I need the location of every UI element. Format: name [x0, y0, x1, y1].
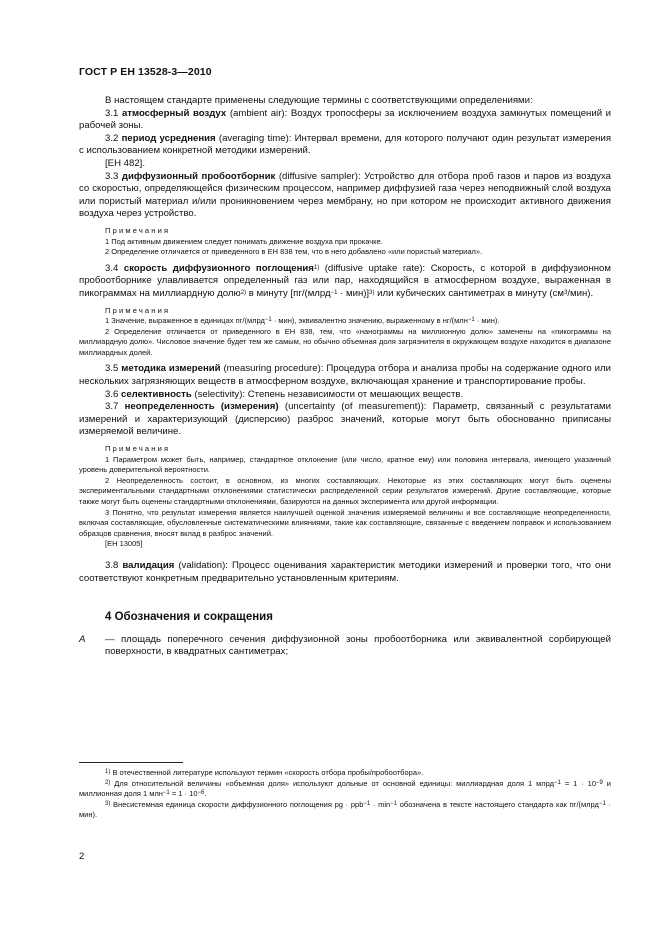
symbol-description: — площадь поперечного сечения диффузионной зоны пробоотборника или эквивалентной сорбирующей поверхности, в квадратных сантиметрах;: [105, 633, 611, 658]
term-3-7-ref: [ЕН 13005]: [105, 539, 143, 549]
term-3-6: 3.6 селективность (selectivity): Степень независимости от мешающих веществ.: [105, 388, 464, 400]
note-3-3-1: 1 Под активным движением следует понимать движение воздуха при прокачке.: [105, 236, 383, 246]
term-3-2: 3.2 период усреднения (averaging time): Интервал времени, для которого получают один результат измерения с использованием конкретной методики измерений.: [79, 132, 612, 157]
term-3-7: 3.7 неопределенность (измерения) (uncertainty (of measurement)): Параметр, связанный с результатами измерений и характеризующий (дисперсию) разброс значений, которые могут быть обоснованно приписаны измеряемой величине.: [79, 401, 612, 438]
note-3-4-2: 2 Определение отличается от приведенного в ЕН 838, тем, что «нанограммы на миллионную долю» заменены на «пикограммы на миллиардную долю». Числовое значение будет тем же самым, но обычно объемная доля загрязнителя в окружающем воздухе находится в диапазоне миллиардных долей.: [79, 326, 611, 357]
symbol-definition-A: [79, 634, 611, 659]
page-number: 2: [79, 851, 85, 862]
note-3-7-1: 1 Параметром может быть, например, стандартное отклонение (или число, кратное ему) или половина интервала, имеющего указанный уровень доверительной вероятности.: [79, 454, 611, 475]
notes-heading: Примечания: [105, 305, 171, 315]
notes-heading: Примечания: [105, 225, 171, 235]
symbol: A: [79, 633, 86, 645]
term-3-1: 3.1 атмосферный воздух (ambient air): Воздух тропосферы за исключением воздуха замкнутых помещений и рабочей зоны.: [79, 107, 611, 132]
section-4-title: 4 Обозначения и сокращения: [105, 611, 273, 624]
term-3-2-ref: [ЕН 482].: [105, 157, 145, 169]
term-3-3: 3.3 диффузионный пробоотборник (diffusive sampler): Устройство для отбора проб газов и паров из воздуха со скоростью, определяющейся физическим процессом, например диффузией газа через неподвижный слой воздуха или пористый материал и/или проникновением через мембрану, но при котором не происходит активного движения воздуха через устройство.: [79, 170, 612, 220]
term-3-8: 3.8 валидация (validation): Процесс оценивания характеристик методики измерений и проверки того, что они соответствуют конкретным предварительно установленным критериям.: [79, 559, 612, 584]
footnotes: [79, 768, 611, 821]
document-header: ГОСТ Р ЕН 13528-3—2010: [79, 66, 212, 78]
footnote-2: $^{2)}$ Для относительной величины «объемная доля» используют дольные от основной единицы: миллиардная доля 1 млрд$^{-1}$ = $1 \cdot 10^{-9}$ и миллионная доля 1 $млн^{-1} = 1 \cdot 10^{-6}$.: [79, 778, 611, 799]
term-3-4: 3.4 скорость диффузионного поглощения$^{1)}$ (diffusive uptake rate): Скорость, с которой в диффузионном пробоотборнике улавливается определенный газ или пар, находящийся в атмосферном воздухе, выраженная в пикограммах на миллиардную долю$^{2)}$ в минуту [пг/(млрд$^{-1}$ · мин)]$^{3)}$ или кубических сантиметрах в минуту $(см^3/мин)$.: [79, 262, 611, 299]
footnote-1: $^{1)}$ В отечественной литературе используют термин «скорость отбора пробы/пробоотбора».: [105, 768, 424, 777]
note-3-3-2: 2 Определение отличается от приведенного в ЕН 838 тем, что в него добавлено «или пористый материал».: [105, 247, 483, 257]
note-3-7-2: 2 Неопределенность состоит, в основном, из многих составляющих. Некоторые из этих составляющих могут быть оценены экспериментальными стандартными отклонениями статистически распределенной серии результатов измерений. Другие составляющие, которые также могут быть оценены стандартными отклонениями, базируются на данных эксперимента или другой информации.: [79, 475, 611, 506]
footnote-divider: [79, 762, 183, 763]
document-body: [79, 95, 611, 659]
note-3-7-3: 3 Понятно, что результат измерения является наилучшей оценкой значения измеряемой величины и все составляющие неопределенности, включая составляющие, обусловленные систематическими влияниями, такие как составляющие, связанные с введением поправок и использованием образцов сравнения, вносят вклад в разброс значений.: [79, 507, 611, 538]
note-3-4-1: 1 Значение, выраженное в единицах пг/(млрд$^{-1}$ · мин), эквивалентно значению, выраженному в нг/(млн$^{-1}$ · мин).: [105, 316, 500, 326]
term-3-5: 3.5 методика измерений (measuring procedure): Процедура отбора и анализа пробы на содержание одного или нескольких загрязняющих веществ в атмосферном воздухе, включающая хранение и транспортирование пробы.: [79, 363, 611, 388]
footnote-3: $^{3)}$ Внесистемная единица скорости диффузионного поглощения pg · $ppb^{-1} \cdot \min^{-1}$ обозначена в тексте настоящего стандарта как пг/(млрд$^{-1}$ · мин).: [79, 799, 611, 820]
intro-paragraph: В настоящем стандарте применены следующие термины с соответствующими определениями:: [105, 95, 533, 106]
notes-heading: Примечания: [105, 444, 171, 454]
